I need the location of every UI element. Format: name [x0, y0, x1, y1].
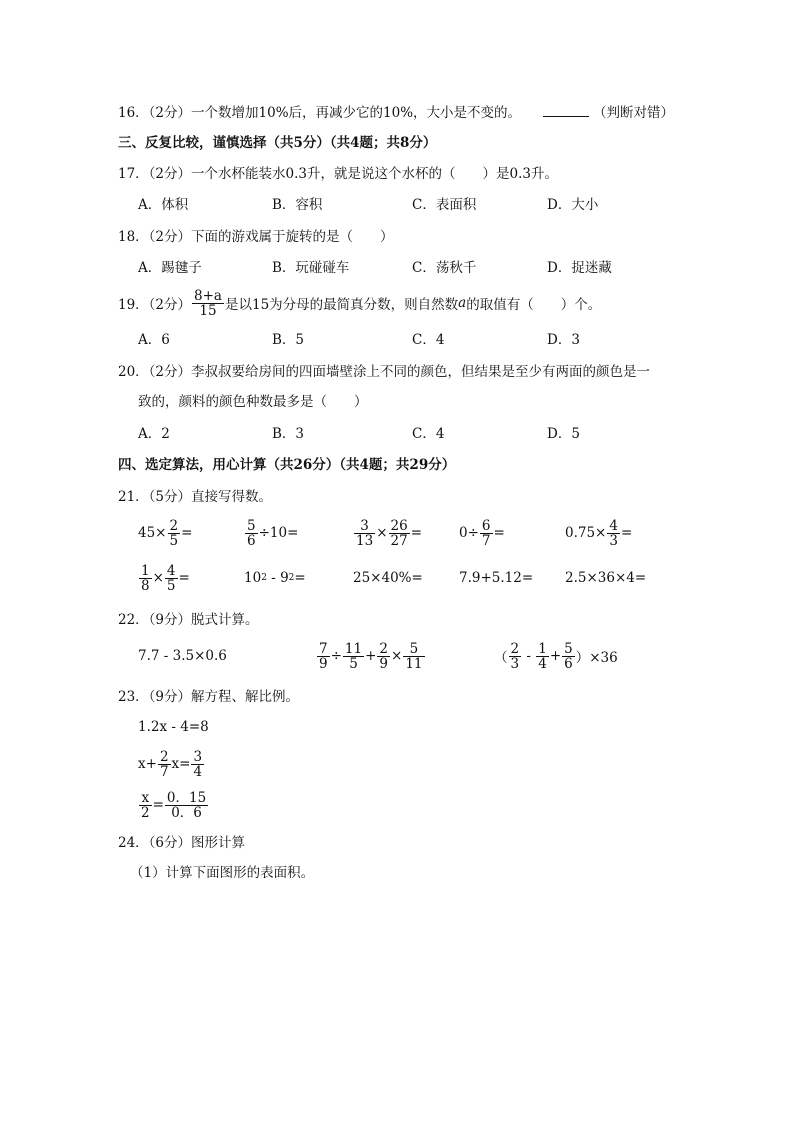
expr-text: 7.7 - 3.5×0.6	[138, 648, 227, 664]
q23-equation-2	[138, 746, 205, 782]
q22-expr-1	[138, 638, 227, 674]
question-18: 18．（2分）下面的游戏属于旋转的是（ ）	[118, 229, 394, 245]
q21-item-6	[138, 560, 190, 596]
denominator: 13	[356, 532, 374, 549]
q19-fraction	[192, 289, 224, 318]
denominator: 5	[349, 655, 358, 672]
denominator: 9	[379, 655, 388, 672]
q21-item-10	[565, 560, 646, 596]
q21-item-3	[353, 515, 422, 551]
section-4-heading: 四、选定算法，用心计算（共26分）（共4题；共29分）	[118, 457, 456, 473]
question-16	[118, 104, 674, 122]
denominator: 6	[247, 532, 256, 549]
expr-text: =	[493, 525, 505, 541]
expr-text: +	[365, 648, 377, 664]
numerator: 2	[510, 640, 520, 657]
question-19	[118, 286, 601, 320]
fraction	[480, 519, 493, 548]
numerator: 26	[390, 517, 408, 534]
q17-option-c[interactable]: C．表面积	[412, 197, 477, 213]
numerator: x	[139, 791, 152, 806]
fraction	[139, 564, 152, 593]
denominator: 0．6	[171, 804, 202, 821]
expr-text: 0÷	[459, 525, 479, 541]
fraction	[245, 519, 258, 548]
expr-text: （	[494, 650, 508, 666]
q16-text: 16．（2分）一个数增加10%后，再减少它的10%，大小是不变的。	[118, 105, 522, 121]
expr-text: ÷	[330, 648, 342, 664]
q21-item-4	[459, 515, 505, 551]
q19-variable: a	[458, 295, 467, 311]
section-3-heading: 三、反复比较，谨慎选择（共5分）（共4题；共8分）	[118, 135, 437, 151]
q21-item-5	[565, 515, 632, 551]
expr-text: ×	[376, 525, 388, 541]
q19-text-b: 的取值有（ ）个。	[466, 297, 602, 313]
expr-text: -	[522, 648, 536, 664]
q18-option-c[interactable]: C．荡秋千	[412, 260, 477, 276]
q21-item-8	[353, 560, 423, 596]
numerator: 0．15	[166, 789, 207, 806]
fraction	[317, 642, 330, 671]
numerator: 2	[169, 517, 179, 534]
fraction	[168, 519, 181, 548]
fraction	[536, 642, 549, 671]
q21-item-9	[459, 560, 533, 596]
q20-option-a[interactable]: A．2	[138, 426, 170, 442]
q17-option-d[interactable]: D．大小	[547, 197, 599, 213]
exponent: 2	[261, 573, 267, 583]
q20-option-b[interactable]: B．3	[272, 426, 305, 442]
numerator: 5	[564, 640, 573, 657]
numerator: 5	[403, 642, 424, 657]
question-23: 23．（9分）解方程、解比例。	[118, 689, 300, 705]
q23-equation-1: 1.2x - 4=8	[138, 719, 209, 735]
fraction	[158, 750, 171, 779]
q19-option-b[interactable]: B．5	[272, 332, 305, 348]
expr-text: =	[178, 570, 190, 586]
expr-text: ）×36	[575, 650, 618, 666]
fraction	[165, 791, 208, 820]
question-24: 24．（6分）图形计算	[118, 835, 246, 851]
expr-text: =	[410, 525, 422, 541]
numerator: 4	[609, 517, 618, 534]
expr-text: ×	[152, 570, 164, 586]
q17-option-a[interactable]: A．体积	[138, 197, 189, 213]
numerator: 2	[159, 748, 169, 765]
q19-prefix: 19．（2分）	[118, 297, 192, 313]
q21-item-2	[244, 515, 298, 551]
q16-tail: （判断对错）	[593, 105, 675, 121]
denominator: 7	[159, 763, 169, 780]
denominator: 4	[538, 655, 547, 672]
expr-text: -	[266, 570, 281, 586]
fraction	[403, 642, 424, 671]
numerator: 7	[319, 640, 328, 657]
q22-expr-3	[494, 638, 618, 674]
question-20-line2: 致的，颜料的颜色种数最多是（ ）	[138, 394, 368, 410]
q19-numerator: 8+a	[194, 287, 222, 304]
q19-option-d[interactable]: D．3	[547, 332, 580, 348]
fraction	[165, 564, 178, 593]
numerator: 4	[166, 562, 176, 579]
fraction	[139, 791, 152, 820]
expr-text: ×	[391, 648, 403, 664]
fraction	[343, 642, 364, 671]
expr-text: 10	[244, 570, 262, 586]
q20-option-c[interactable]: C．4	[412, 426, 445, 442]
fraction	[377, 642, 390, 671]
question-20-line1: 20．（2分）李叔叔要给房间的四面墙壁涂上不同的颜色，但结果是至少有两面的颜色是一	[118, 364, 651, 380]
q21-item-1	[138, 515, 192, 551]
fraction	[191, 750, 204, 779]
numerator: 6	[481, 517, 491, 534]
expr-text: 2.5×36×4=	[565, 570, 647, 586]
fraction	[562, 642, 575, 671]
q21-item-7	[244, 560, 306, 596]
denominator: 2	[141, 804, 150, 821]
q19-option-c[interactable]: C．4	[412, 332, 445, 348]
denominator: 3	[510, 655, 520, 672]
denominator: 27	[390, 532, 408, 549]
q19-text-a: 是以15为分母的最简真分数，则自然数	[224, 297, 459, 313]
denominator: 5	[169, 532, 179, 549]
denominator: 6	[564, 655, 573, 672]
q24-subquestion-1: （1）计算下面图形的表面积。	[130, 865, 315, 881]
numerator: 11	[344, 640, 363, 657]
expr-text: =	[152, 797, 164, 813]
q18-option-d[interactable]: D．捉迷藏	[547, 260, 612, 276]
expr-text: =	[620, 525, 633, 541]
expr-text: x=	[171, 756, 191, 772]
expr-text: 0.75×	[565, 525, 607, 541]
expr-text: x+	[138, 756, 157, 772]
question-17: 17．（2分）一个水杯能装水0.3升，就是说这个水杯的（ ）是0.3升。	[118, 166, 558, 182]
expr-text: 25×40%=	[353, 570, 423, 586]
numerator: 1	[538, 640, 547, 657]
q18-option-a[interactable]: A．踢毽子	[138, 260, 202, 276]
expr-text: =	[181, 525, 193, 541]
numerator: 5	[247, 517, 256, 534]
numerator: 3	[193, 748, 203, 765]
numerator: 1	[141, 562, 150, 579]
fraction	[354, 519, 375, 548]
answer-blank[interactable]	[543, 104, 589, 117]
expr-text: 7.9+5.12=	[459, 570, 534, 586]
exponent: 2	[288, 573, 295, 583]
q19-option-a[interactable]: A．6	[138, 332, 170, 348]
denominator: 9	[319, 655, 328, 672]
q18-option-b[interactable]: B．玩碰碰车	[272, 260, 350, 276]
expr-text: +	[549, 648, 562, 664]
numerator: 3	[354, 519, 375, 534]
denominator: 8	[141, 577, 150, 594]
denominator: 11	[405, 655, 423, 672]
expr-text: ÷10=	[258, 525, 299, 541]
denominator: 5	[166, 577, 176, 594]
fraction	[389, 519, 410, 548]
expr-text: =	[294, 570, 306, 586]
q23-equation-3	[138, 787, 209, 823]
q22-expr-2	[316, 638, 426, 674]
expr-text: 45×	[138, 525, 167, 541]
q19-denominator: 15	[199, 302, 217, 319]
fraction	[509, 642, 522, 671]
fraction	[607, 519, 620, 548]
denominator: 7	[481, 532, 491, 549]
question-22: 22．（9分）脱式计算。	[118, 612, 259, 628]
denominator: 4	[193, 763, 203, 780]
question-21: 21．（5分）直接写得数。	[118, 489, 273, 505]
numerator: 2	[379, 640, 388, 657]
q17-option-b[interactable]: B．容积	[272, 197, 323, 213]
q20-option-d[interactable]: D．5	[547, 426, 580, 442]
expr-text: 9	[280, 570, 289, 586]
denominator: 3	[609, 532, 618, 549]
